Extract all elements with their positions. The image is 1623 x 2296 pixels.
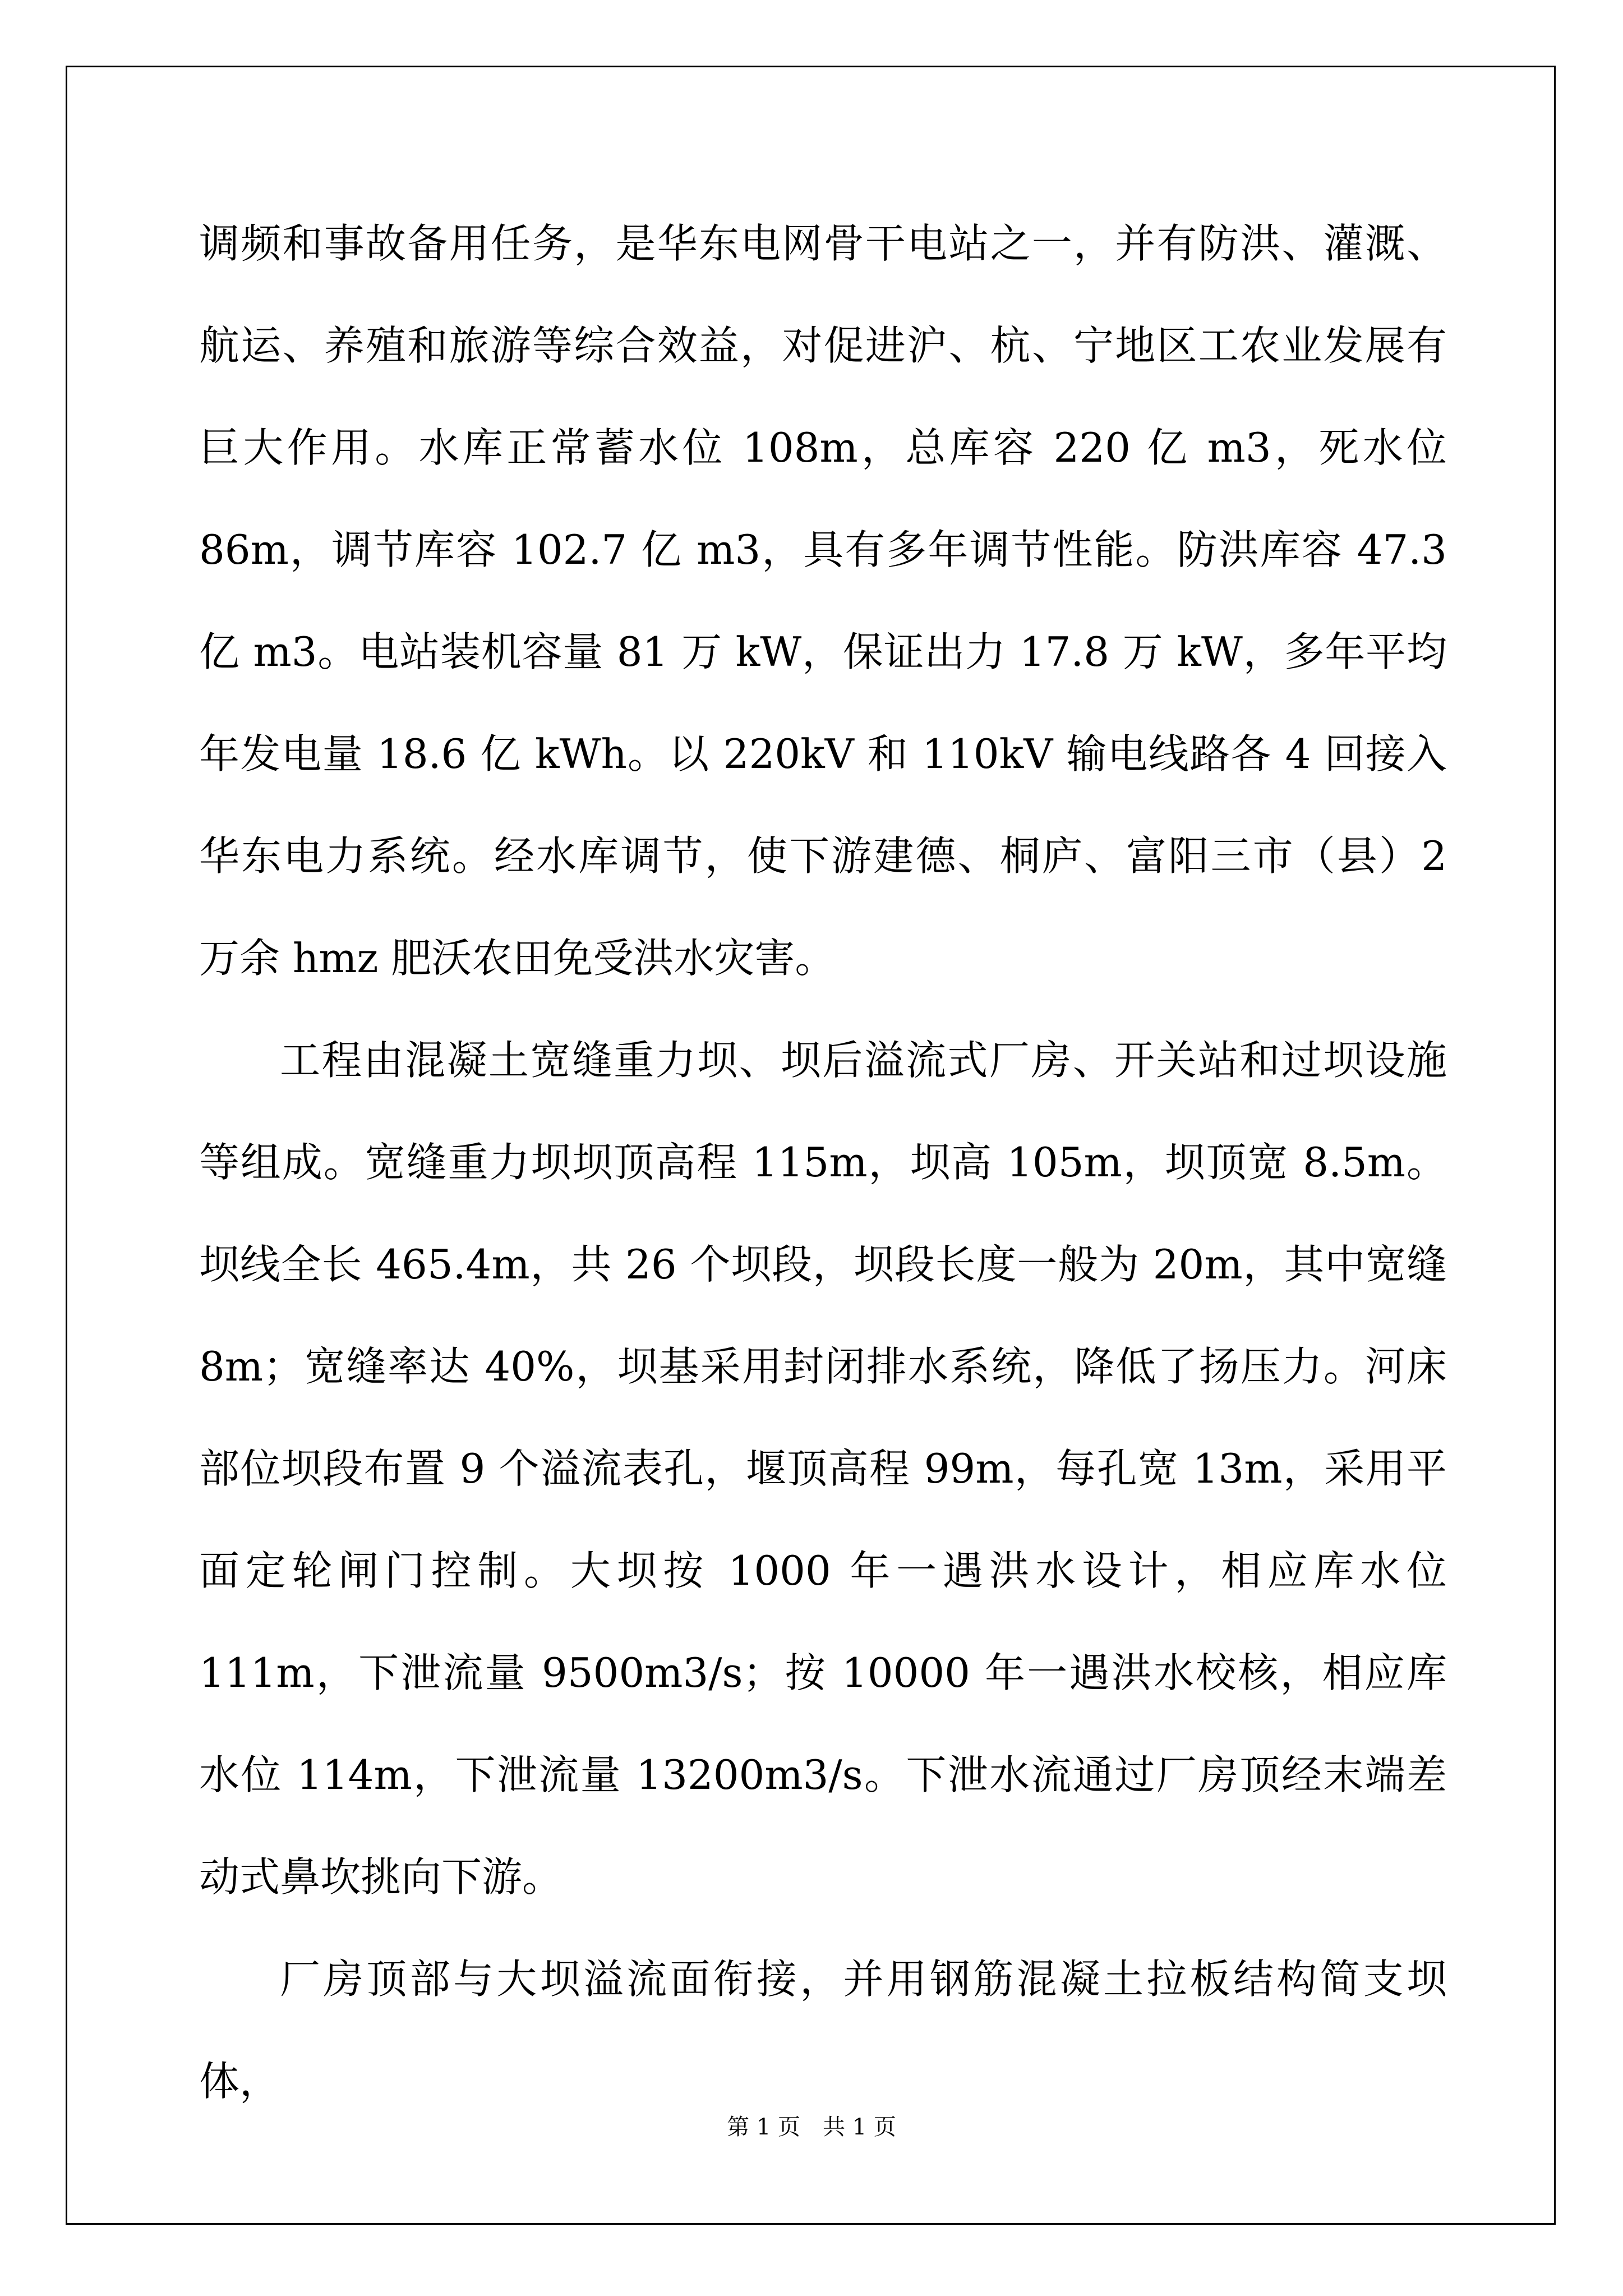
paragraph-3: 厂房顶部与大坝溢流面衔接，并用钢筋混凝土拉板结构简支坝体， xyxy=(199,1955,1447,2105)
document-body xyxy=(199,192,1447,2132)
paragraph-1: 调频和事故备用任务，是华东电网骨干电站之一，并有防洪、灌溉、航运、养殖和旅游等综合效益，对促进沪、杭、宁地区工农业发展有巨大作用。水库正常蓄水位 108m，总库容 220 亿 m3，死水位 86m，调节库容 102.7 亿 m3，具有多年调节性能。防洪库容 47.3 亿 m3。电站装机容量 81 万 kW，保证出力 17.8 万 kW，多年平均年发电量 18.6 亿 kWh。以 220kV 和 110kV 输电线路各 4 回接入华东电力系统。经水库调节，使下游建德、桐庐、富阳三市（县）2 万余 hmz 肥沃农田免受洪水灾害。 xyxy=(199,220,1447,982)
paragraph-2: 工程由混凝土宽缝重力坝、坝后溢流式厂房、开关站和过坝设施等组成。宽缝重力坝坝顶高程 115m，坝高 105m，坝顶宽 8.5m。坝线全长 465.4m，共 26 个坝段，坝段长度一般为 20m，其中宽缝 8m；宽缝率达 40%，坝基采用封闭排水系统，降低了扬压力。河床部位坝段布置 9 个溢流表孔，堰顶高程 99m，每孔宽 13m，采用平面定轮闸门控制。大坝按 1000 年一遇洪水设计，相应库水位 111m，下泄流量 9500m3/s；按 10000 年一遇洪水校核，相应库水位 114m，下泄流量 13200m3/s。下泄水流通过厂房顶经末端差动式鼻坎挑向下游。 xyxy=(199,1037,1447,1901)
page-number-footer: 第 1 页 共 1 页 xyxy=(727,2114,896,2140)
